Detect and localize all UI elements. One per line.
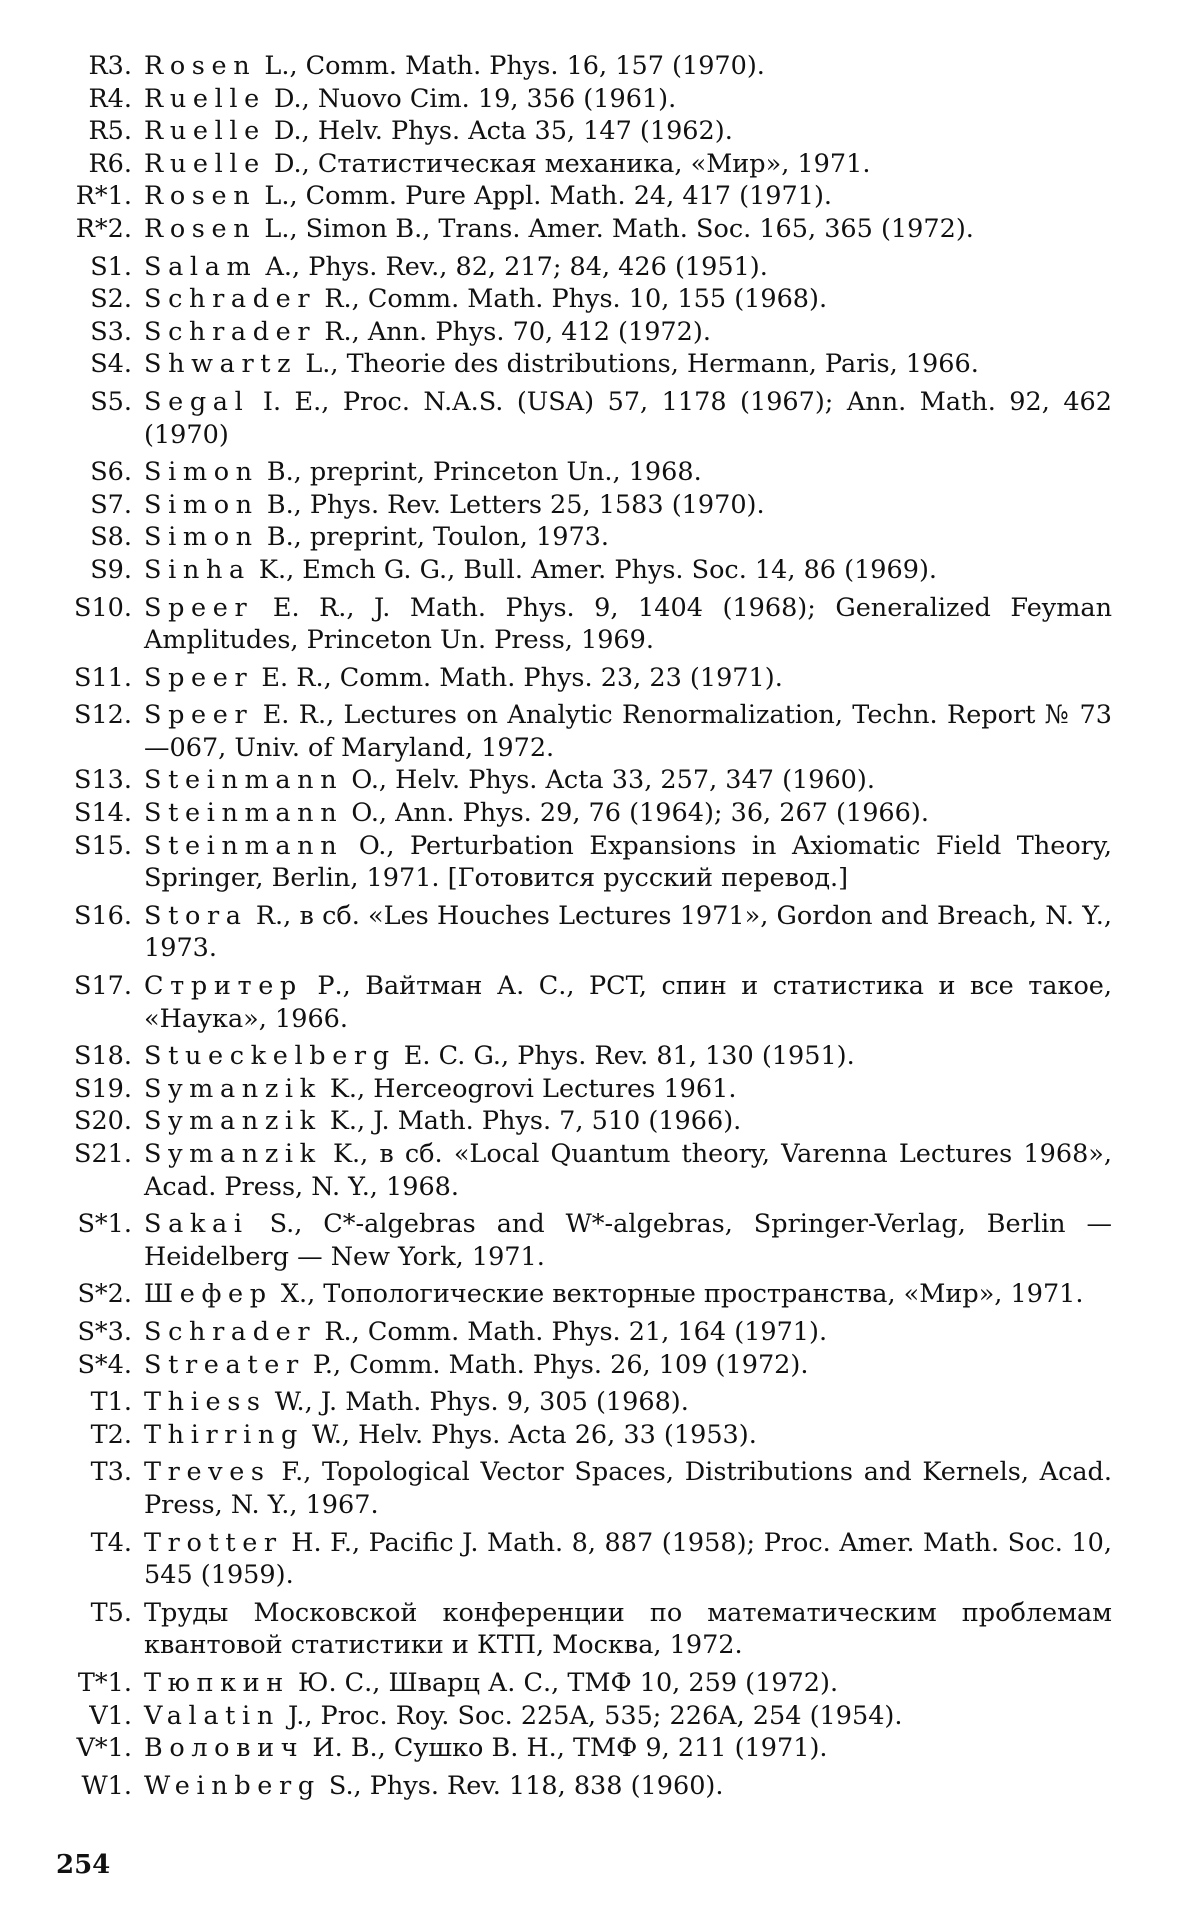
reference-citation: P., Comm. Math. Phys. 26, 109 (1972). bbox=[304, 1349, 809, 1380]
reference-entry bbox=[52, 1456, 1112, 1521]
reference-key: S15. bbox=[73, 830, 132, 861]
reference-text bbox=[144, 592, 1112, 657]
reference-author: Treves bbox=[144, 1457, 271, 1488]
reference-entry bbox=[52, 1700, 1112, 1733]
reference-author: Speer bbox=[144, 700, 254, 731]
reference-text bbox=[144, 1208, 1112, 1273]
reference-citation: R., в сб. «Les Houches Lectures 1971», Gordon and Breach, N. Y., 1973. bbox=[144, 900, 1112, 964]
reference-text bbox=[144, 386, 1112, 451]
reference-citation: I. E., Proc. N.A.S. (USA) 57, 1178 (1967); Ann. Math. 92, 462 (1970) bbox=[144, 386, 1112, 450]
reference-entry bbox=[52, 1040, 1112, 1073]
reference-author: Trotter bbox=[144, 1527, 283, 1558]
reference-citation: R., Ann. Phys. 70, 412 (1972). bbox=[316, 316, 711, 347]
reference-entry bbox=[52, 1386, 1112, 1419]
reference-key: S*2. bbox=[77, 1279, 132, 1310]
reference-key: S8. bbox=[90, 522, 132, 553]
reference-entry bbox=[52, 148, 1112, 181]
reference-citation: D., Helv. Phys. Acta 35, 147 (1962). bbox=[265, 116, 733, 147]
reference-key: S16. bbox=[73, 900, 132, 931]
reference-text bbox=[144, 1527, 1112, 1592]
reference-author: Стритер bbox=[144, 971, 303, 1002]
reference-text bbox=[144, 1456, 1112, 1521]
reference-entry bbox=[52, 50, 1112, 83]
reference-text bbox=[144, 699, 1112, 764]
reference-key: S*4. bbox=[77, 1349, 132, 1380]
reference-text bbox=[144, 554, 1112, 587]
reference-text bbox=[144, 83, 1112, 116]
reference-author: Salam bbox=[144, 251, 258, 282]
reference-author: Symanzik bbox=[144, 1106, 322, 1137]
reference-key: R3. bbox=[88, 51, 132, 81]
reference-author: Segal bbox=[144, 386, 250, 417]
reference-text bbox=[144, 1770, 1112, 1803]
reference-text bbox=[144, 1105, 1112, 1138]
reference-citation: D., Статистическая механика, «Мир», 1971. bbox=[265, 148, 871, 179]
reference-text bbox=[144, 764, 1112, 797]
reference-key: S*3. bbox=[77, 1316, 132, 1347]
reference-key: V1. bbox=[89, 1700, 132, 1731]
reference-author: Symanzik bbox=[144, 1073, 322, 1104]
reference-citation: O., Perturbation Expansions in Axiomatic Field Theory, Springer, Berlin, 1971. [Готовится русский перевод.] bbox=[144, 830, 1112, 894]
reference-author: Rosen bbox=[144, 51, 257, 81]
reference-author: Ruelle bbox=[144, 148, 266, 179]
reference-citation: Р., Вайтман А. С., PCT, спин и статистика и все такое, «Наука», 1966. bbox=[144, 971, 1112, 1034]
reference-text bbox=[144, 115, 1112, 148]
reference-key: T*1. bbox=[77, 1667, 132, 1698]
reference-entry bbox=[52, 489, 1112, 522]
reference-text bbox=[144, 148, 1112, 181]
reference-entry bbox=[52, 1732, 1112, 1765]
reference-entry bbox=[52, 1208, 1112, 1273]
reference-citation: W., J. Math. Phys. 9, 305 (1968). bbox=[266, 1387, 689, 1418]
reference-citation: L., Simon B., Trans. Amer. Math. Soc. 165, 365 (1972). bbox=[256, 213, 974, 244]
reference-entry bbox=[52, 1770, 1112, 1803]
reference-key: R4. bbox=[88, 83, 132, 114]
reference-citation: B., preprint, Princeton Un., 1968. bbox=[258, 457, 702, 488]
reference-key: R*1. bbox=[75, 181, 132, 212]
reference-author: Stora bbox=[144, 900, 248, 931]
reference-text bbox=[144, 1700, 1112, 1733]
reference-citation: E. R., Comm. Math. Phys. 23, 23 (1971). bbox=[253, 662, 783, 693]
reference-entry bbox=[52, 83, 1112, 116]
reference-key: S7. bbox=[90, 489, 132, 520]
reference-entry bbox=[52, 521, 1112, 554]
reference-citation: A., Phys. Rev., 82, 217; 84, 426 (1951). bbox=[257, 251, 768, 282]
reference-key: S20. bbox=[73, 1106, 132, 1137]
reference-text bbox=[144, 797, 1112, 830]
reference-key: T5. bbox=[90, 1597, 132, 1628]
reference-text bbox=[144, 251, 1112, 284]
reference-citation: Труды Московской конференции по математическим проблемам квантовой статистики и КТП, Москва, 1972. bbox=[144, 1597, 1112, 1661]
reference-citation: E. R., Lectures on Analytic Renormalization, Techn. Report № 73—067, Univ. of Maryland, 1972. bbox=[144, 700, 1112, 763]
reference-key: R5. bbox=[88, 116, 132, 147]
reference-citation: B., Phys. Rev. Letters 25, 1583 (1970). bbox=[258, 489, 765, 520]
reference-key: R6. bbox=[88, 148, 132, 179]
reference-author: Sakai bbox=[144, 1209, 249, 1240]
reference-citation: D., Nuovo Cim. 19, 356 (1961). bbox=[265, 83, 677, 114]
reference-entry bbox=[52, 1349, 1112, 1382]
reference-entry bbox=[52, 592, 1112, 657]
reference-citation: F., Topological Vector Spaces, Distributions and Kernels, Acad. Press, N. Y., 1967. bbox=[144, 1457, 1112, 1520]
reference-text bbox=[144, 1349, 1112, 1382]
reference-author: Speer bbox=[144, 592, 254, 623]
reference-text bbox=[144, 1386, 1112, 1419]
reference-entry bbox=[52, 1316, 1112, 1349]
reference-text bbox=[144, 830, 1112, 895]
reference-author: Ruelle bbox=[144, 116, 266, 147]
reference-key: S14. bbox=[73, 798, 132, 829]
reference-citation: O., Helv. Phys. Acta 33, 257, 347 (1960). bbox=[343, 765, 875, 796]
reference-citation: K., в сб. «Local Quantum theory, Varenna Lectures 1968», Acad. Press, N. Y., 1968. bbox=[144, 1139, 1112, 1202]
reference-text bbox=[144, 180, 1112, 213]
reference-entry bbox=[52, 1667, 1112, 1700]
reference-key: W1. bbox=[81, 1770, 132, 1801]
reference-author: Weinberg bbox=[144, 1770, 321, 1801]
reference-text bbox=[144, 1316, 1112, 1349]
reference-text bbox=[144, 1073, 1112, 1106]
reference-text bbox=[144, 1419, 1112, 1452]
reference-text bbox=[144, 1597, 1112, 1662]
reference-key: S11. bbox=[73, 662, 132, 693]
reference-entry bbox=[52, 115, 1112, 148]
reference-text bbox=[144, 1667, 1112, 1700]
reference-key: S*1. bbox=[77, 1209, 132, 1240]
reference-text bbox=[144, 348, 1112, 381]
reference-citation: H. F., Pacific J. Math. 8, 887 (1958); Proc. Amer. Math. Soc. 10, 545 (1959). bbox=[144, 1527, 1112, 1591]
reference-author: Schrader bbox=[144, 316, 317, 347]
reference-key: S2. bbox=[90, 284, 132, 315]
reference-entry bbox=[52, 1419, 1112, 1452]
reference-entry bbox=[52, 348, 1112, 381]
reference-author: Sinha bbox=[144, 554, 251, 585]
reference-key: S4. bbox=[90, 349, 132, 380]
reference-key: T1. bbox=[90, 1387, 132, 1418]
reference-author: Simon bbox=[144, 489, 259, 520]
reference-text bbox=[144, 1138, 1112, 1203]
reference-entry bbox=[52, 554, 1112, 587]
reference-citation: R., Comm. Math. Phys. 21, 164 (1971). bbox=[316, 1316, 828, 1347]
reference-key: R*2. bbox=[75, 213, 132, 244]
reference-author: Тюпкин bbox=[144, 1667, 290, 1698]
reference-citation: E. C. G., Phys. Rev. 81, 130 (1951). bbox=[395, 1041, 855, 1072]
reference-entry bbox=[52, 213, 1112, 246]
reference-entry bbox=[52, 830, 1112, 895]
reference-text bbox=[144, 662, 1112, 695]
reference-entry bbox=[52, 1073, 1112, 1106]
reference-key: S3. bbox=[90, 316, 132, 347]
reference-text bbox=[144, 283, 1112, 316]
reference-entry bbox=[52, 283, 1112, 316]
reference-key: S13. bbox=[73, 765, 132, 796]
reference-key: T3. bbox=[90, 1457, 132, 1488]
reference-key: S19. bbox=[73, 1073, 132, 1104]
reference-list bbox=[52, 50, 1112, 1802]
reference-citation: J., Proc. Roy. Soc. 225A, 535; 226A, 254 (1954). bbox=[279, 1700, 903, 1731]
reference-key: S21. bbox=[73, 1139, 132, 1169]
reference-entry bbox=[52, 180, 1112, 213]
reference-author: Simon bbox=[144, 522, 259, 553]
reference-citation: S., C*-algebras and W*-algebras, Springer-Verlag, Berlin — Heidelberg — New York, 1971. bbox=[144, 1209, 1112, 1272]
reference-author: Rosen bbox=[144, 213, 257, 244]
reference-text bbox=[144, 970, 1112, 1035]
reference-citation: W., Helv. Phys. Acta 26, 33 (1953). bbox=[303, 1419, 757, 1450]
reference-entry bbox=[52, 386, 1112, 451]
reference-author: Steinmann bbox=[144, 830, 344, 861]
reference-entry bbox=[52, 456, 1112, 489]
reference-text bbox=[144, 213, 1112, 246]
reference-text bbox=[144, 316, 1112, 349]
reference-key: S1. bbox=[90, 251, 132, 282]
reference-text bbox=[144, 1732, 1112, 1765]
reference-text bbox=[144, 900, 1112, 965]
reference-author: Schrader bbox=[144, 284, 317, 315]
reference-author: Rosen bbox=[144, 181, 257, 212]
page-number: 254 bbox=[56, 1850, 111, 1880]
reference-citation: K., Emch G. G., Bull. Amer. Phys. Soc. 14, 86 (1969). bbox=[250, 554, 938, 585]
reference-entry bbox=[52, 1278, 1112, 1311]
reference-author: Steinmann bbox=[144, 798, 344, 829]
reference-text bbox=[144, 50, 1112, 83]
reference-author: Streater bbox=[144, 1349, 305, 1380]
reference-key: V*1. bbox=[76, 1733, 132, 1764]
reference-author: Ruelle bbox=[144, 83, 266, 114]
reference-citation: R., Comm. Math. Phys. 10, 155 (1968). bbox=[316, 284, 828, 315]
reference-author: Волович bbox=[144, 1733, 305, 1764]
reference-entry bbox=[52, 1527, 1112, 1592]
reference-citation: И. В., Сушко В. Н., ТМФ 9, 211 (1971). bbox=[304, 1733, 828, 1764]
reference-citation: K., J. Math. Phys. 7, 510 (1966). bbox=[321, 1106, 742, 1137]
reference-citation: B., preprint, Toulon, 1973. bbox=[258, 522, 609, 553]
reference-author: Thirring bbox=[144, 1419, 304, 1450]
reference-key: S6. bbox=[90, 457, 132, 488]
reference-author: Valatin bbox=[144, 1700, 280, 1731]
reference-author: Simon bbox=[144, 457, 259, 488]
reference-author: Steinmann bbox=[144, 765, 344, 796]
reference-key: S9. bbox=[90, 554, 132, 585]
reference-citation: O., Ann. Phys. 29, 76 (1964); 36, 267 (1966). bbox=[343, 798, 929, 829]
reference-author: Symanzik bbox=[144, 1139, 322, 1169]
reference-text bbox=[144, 489, 1112, 522]
reference-entry bbox=[52, 900, 1112, 965]
reference-key: T4. bbox=[90, 1527, 132, 1558]
reference-key: S18. bbox=[73, 1041, 132, 1072]
reference-text bbox=[144, 456, 1112, 489]
reference-author: Shwartz bbox=[144, 349, 298, 380]
reference-key: S10. bbox=[73, 592, 132, 623]
reference-author: Speer bbox=[144, 662, 254, 693]
reference-entry bbox=[52, 699, 1112, 764]
reference-author: Stueckelberg bbox=[144, 1041, 396, 1072]
reference-entry bbox=[52, 316, 1112, 349]
reference-text bbox=[144, 1278, 1112, 1311]
reference-key: T2. bbox=[90, 1419, 132, 1450]
reference-citation: Ю. С., Шварц А. С., ТМФ 10, 259 (1972). bbox=[289, 1667, 839, 1698]
reference-entry bbox=[52, 1105, 1112, 1138]
reference-citation: Х., Топологические векторные пространства, «Мир», 1971. bbox=[272, 1279, 1084, 1310]
reference-entry bbox=[52, 970, 1112, 1035]
reference-key: S5. bbox=[90, 386, 132, 417]
reference-entry bbox=[52, 1597, 1112, 1662]
reference-key: S12. bbox=[73, 700, 132, 731]
reference-author: Шефер bbox=[144, 1279, 273, 1310]
reference-citation: E. R., J. Math. Phys. 9, 1404 (1968); Generalized Feyman Amplitudes, Princeton Un. Press, 1969. bbox=[144, 592, 1112, 656]
reference-citation: S., Phys. Rev. 118, 838 (1960). bbox=[320, 1770, 724, 1801]
reference-entry bbox=[52, 797, 1112, 830]
reference-key: S17. bbox=[73, 971, 132, 1002]
reference-entry bbox=[52, 251, 1112, 284]
reference-author: Thiess bbox=[144, 1387, 267, 1418]
reference-text bbox=[144, 1040, 1112, 1073]
reference-entry bbox=[52, 764, 1112, 797]
reference-author: Schrader bbox=[144, 1316, 317, 1347]
reference-citation: L., Comm. Math. Phys. 16, 157 (1970). bbox=[256, 51, 765, 81]
reference-entry bbox=[52, 662, 1112, 695]
reference-text bbox=[144, 521, 1112, 554]
reference-citation: L., Comm. Pure Appl. Math. 24, 417 (1971). bbox=[256, 181, 833, 212]
reference-entry bbox=[52, 1138, 1112, 1203]
reference-citation: K., Herceogrovi Lectures 1961. bbox=[321, 1073, 737, 1104]
reference-citation: L., Theorie des distributions, Hermann, Paris, 1966. bbox=[297, 349, 979, 380]
